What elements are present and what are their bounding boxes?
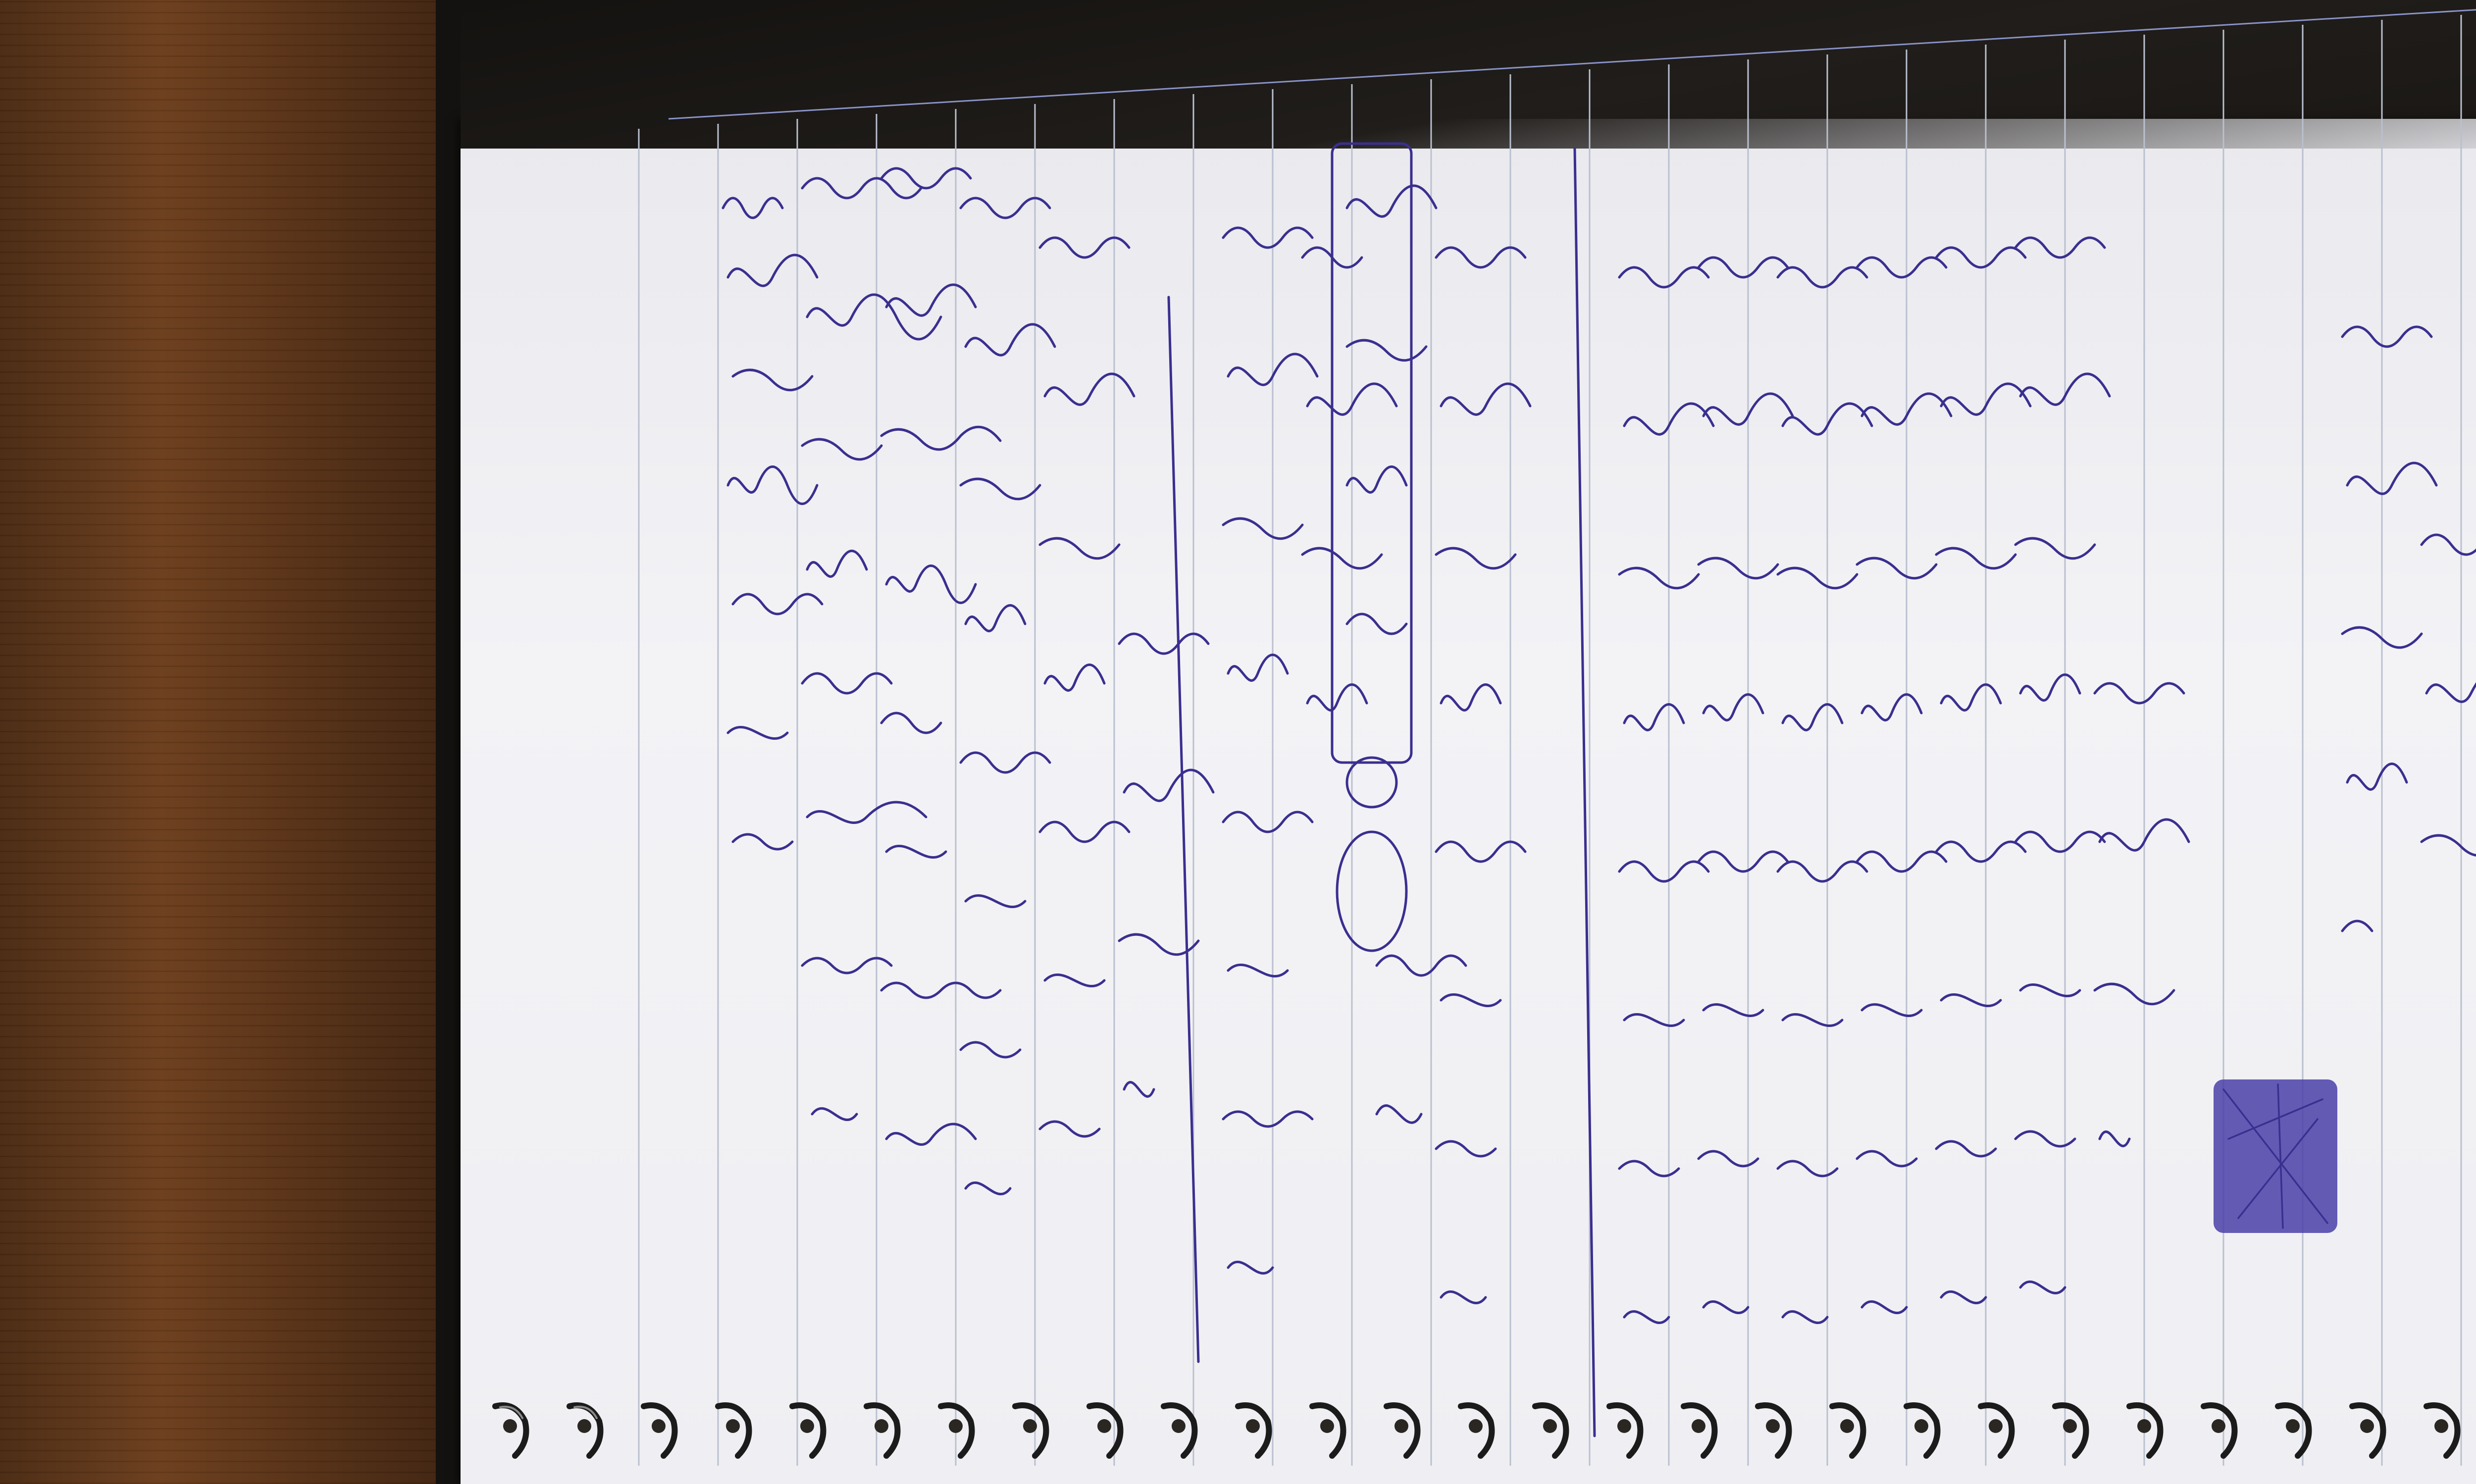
ink-scribble-icon [2214,1079,2337,1233]
ruled-lines [639,5,2476,1466]
margin-line [669,0,2476,119]
spiral-binding-icon [495,1405,2476,1456]
handwritten-text [723,144,2476,1436]
